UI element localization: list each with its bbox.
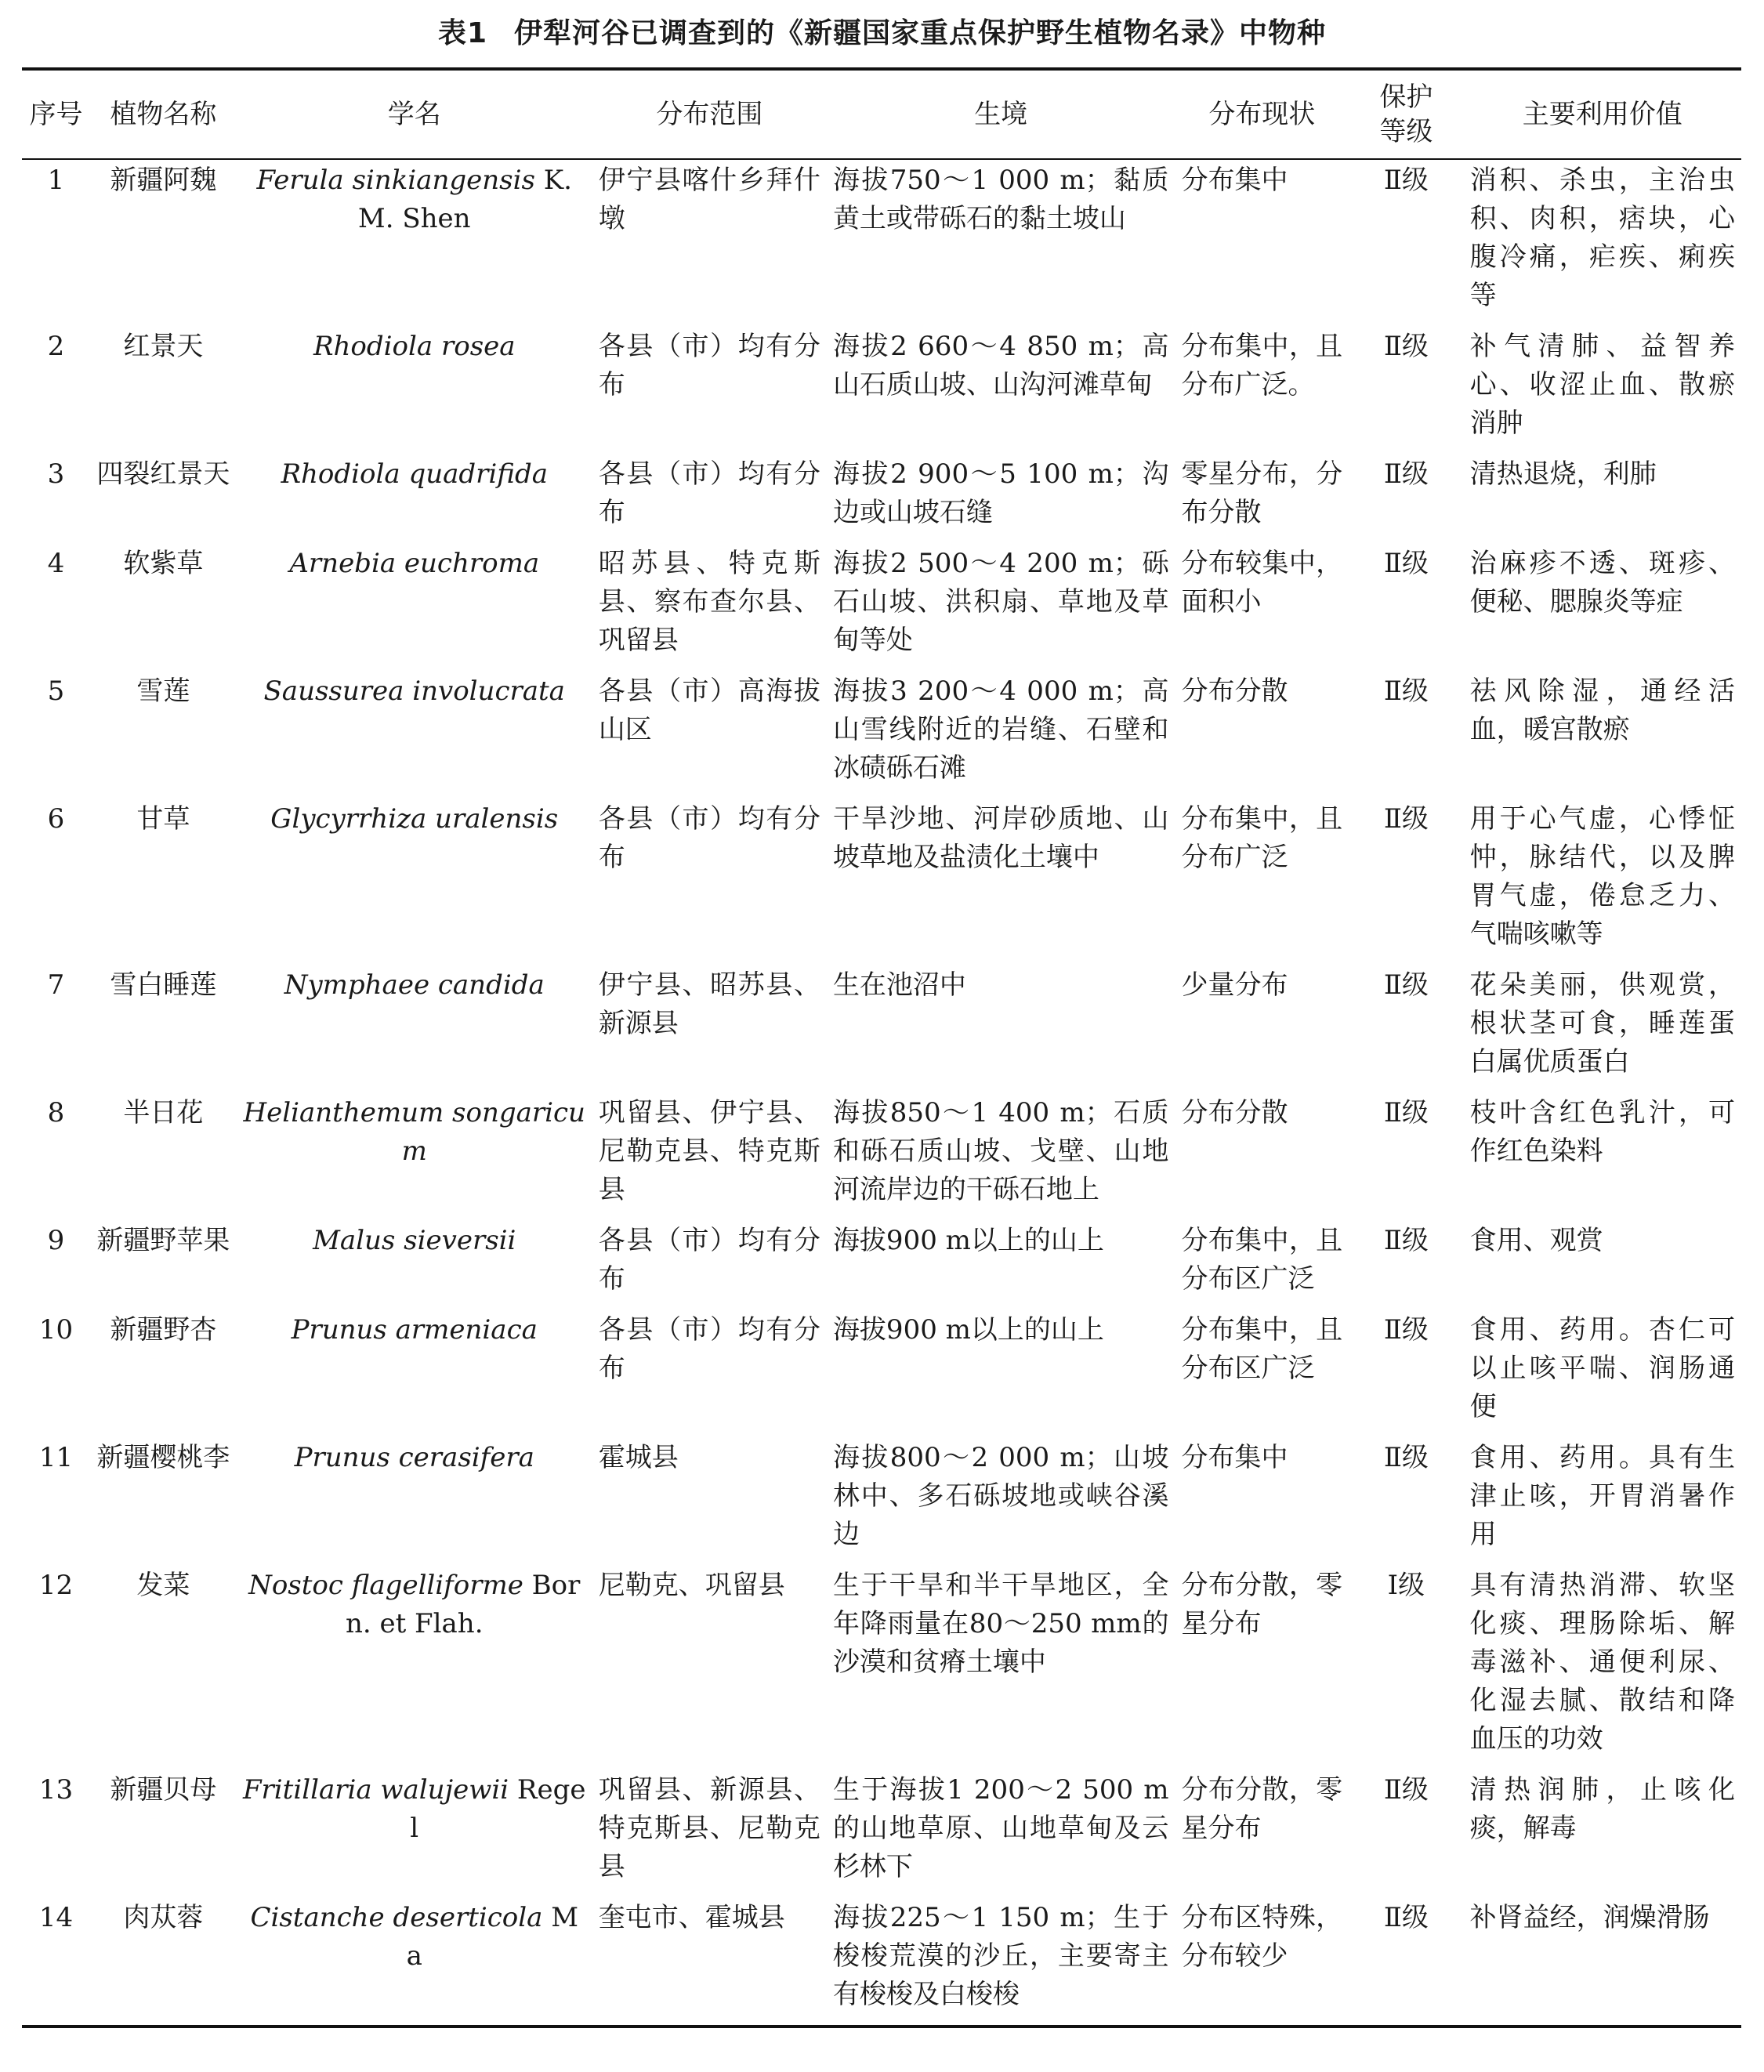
cell-plant-name: 新疆樱桃李 <box>96 1442 230 1473</box>
cell-habitat: 海拔900 m以上的山上 <box>832 1314 1104 1346</box>
header-status: 分布现状 <box>1208 99 1316 130</box>
cell-status: 分布集中，且分布区广泛 <box>1181 1314 1343 1384</box>
cell-protection-level: Ⅱ级 <box>1383 803 1429 835</box>
cell-protection-level: Ⅱ级 <box>1383 1442 1429 1473</box>
cell-range: 伊宁县、昭苏县、新源县 <box>598 969 820 1039</box>
cell-status: 零星分布，分布分散 <box>1181 458 1343 528</box>
cell-scientific-name <box>237 799 592 965</box>
cell-protection-level: Ⅱ级 <box>1383 1314 1429 1346</box>
scientific-name-italic: Arnebia euchroma <box>289 548 540 579</box>
cell-scientific-name <box>237 1437 592 1565</box>
table-row <box>22 1437 1741 1565</box>
cell-protection-level: Ⅱ级 <box>1383 1225 1429 1256</box>
cell-status: 分布集中，且分布区广泛 <box>1181 1225 1343 1295</box>
header-range: 分布范围 <box>656 99 763 130</box>
cell-protection-level: Ⅱ级 <box>1383 1774 1429 1806</box>
cell-use-value: 用于心气虚，心悸怔忡，脉结代，以及脾胃气虚，倦怠乏力、气喘咳嗽等 <box>1469 803 1735 950</box>
species-table <box>22 67 1741 2028</box>
table-caption-text: 伊犁河谷已调查到的《新疆国家重点保护野生植物名录》中物种 <box>514 17 1327 49</box>
cell-range: 各县（市）均有分布 <box>598 1314 820 1384</box>
table-header-row <box>22 69 1741 159</box>
cell-plant-name: 新疆野杏 <box>110 1314 217 1346</box>
header-scientific-name: 学名 <box>387 99 441 130</box>
scientific-name-italic: Fritillaria walujewii <box>242 1774 509 1806</box>
cell-protection-level: Ⅱ级 <box>1383 676 1429 707</box>
cell-status: 分布集中 <box>1181 165 1288 196</box>
cell-no: 9 <box>47 1225 65 1256</box>
scientific-name-italic: Ferula sinkiangensis <box>256 165 535 196</box>
cell-no: 12 <box>38 1570 74 1601</box>
header-protection-level <box>1349 69 1463 159</box>
scientific-name-italic: Helianthemum songaricum <box>243 1097 585 1167</box>
cell-scientific-name <box>237 1565 592 1770</box>
header-name: 植物名称 <box>110 99 217 130</box>
cell-habitat: 海拔900 m以上的山上 <box>832 1225 1104 1256</box>
cell-no: 14 <box>38 1902 74 1933</box>
scientific-name-author: K. M. Shen <box>357 165 572 234</box>
header-use-value: 主要利用价值 <box>1522 99 1683 130</box>
cell-scientific-name <box>237 671 592 799</box>
cell-protection-level: Ⅱ级 <box>1383 1097 1429 1128</box>
cell-plant-name: 半日花 <box>123 1097 204 1128</box>
cell-habitat: 生于海拔1 200～2 500 m的山地草原、山地草甸及云杉林下 <box>832 1774 1169 1882</box>
cell-status: 分布分散，零星分布 <box>1181 1774 1343 1844</box>
cell-protection-level: Ⅱ级 <box>1383 458 1429 490</box>
cell-range: 各县（市）均有分布 <box>598 1225 820 1295</box>
scientific-name-italic: Prunus armeniaca <box>291 1314 538 1346</box>
cell-status: 分布分散，零星分布 <box>1181 1570 1343 1639</box>
cell-use-value: 具有清热消滞、软坚化痰、理肠除垢、解毒滋补、通便利尿、化湿去腻、散结和降血压的功效 <box>1469 1570 1735 1755</box>
cell-range: 尼勒克、巩留县 <box>598 1570 785 1601</box>
table-row <box>22 1770 1741 1897</box>
table-row <box>22 543 1741 671</box>
cell-scientific-name <box>237 1309 592 1437</box>
cell-protection-level: Ⅱ级 <box>1383 969 1429 1001</box>
header-no: 序号 <box>29 99 83 130</box>
cell-status: 分布分散 <box>1181 676 1288 707</box>
scientific-name-author: Regel <box>410 1774 586 1844</box>
scientific-name-italic: Rhodiola rosea <box>313 331 516 362</box>
cell-habitat: 海拔850～1 400 m；石质和砾石质山坡、戈壁、山地河流岸边的干砾石地上 <box>832 1097 1169 1205</box>
cell-no: 4 <box>47 548 65 579</box>
table-row <box>22 1092 1741 1220</box>
scientific-name-italic: Cistanche deserticola <box>250 1902 543 1933</box>
cell-no: 10 <box>38 1314 74 1346</box>
table-row <box>22 1220 1741 1309</box>
cell-range: 奎屯市、霍城县 <box>598 1902 785 1933</box>
table-row <box>22 799 1741 965</box>
cell-status: 分布较集中，面积小 <box>1181 548 1343 618</box>
cell-no: 1 <box>47 165 65 196</box>
cell-use-value: 枝叶含红色乳汁，可作红色染料 <box>1469 1097 1735 1167</box>
table-row <box>22 671 1741 799</box>
cell-range: 巩留县、伊宁县、尼勒克县、特克斯县 <box>598 1097 820 1205</box>
scientific-name-italic: Saussurea involucrata <box>263 676 565 707</box>
cell-no: 3 <box>47 458 65 490</box>
cell-scientific-name <box>237 1220 592 1309</box>
cell-plant-name: 软紫草 <box>123 548 204 579</box>
cell-no: 7 <box>47 969 65 1001</box>
cell-scientific-name <box>237 1092 592 1220</box>
cell-habitat: 干旱沙地、河岸砂质地、山坡草地及盐渍化土壤中 <box>832 803 1169 873</box>
table-row <box>22 1897 1741 2027</box>
cell-use-value: 消积、杀虫，主治虫积、肉积，痞块，心腹冷痛，疟疾、痢疾等 <box>1469 165 1735 311</box>
cell-status: 分布集中 <box>1181 1442 1288 1473</box>
cell-plant-name: 新疆贝母 <box>110 1774 217 1806</box>
cell-no: 13 <box>38 1774 74 1806</box>
table-row <box>22 1565 1741 1770</box>
table-body <box>22 159 1741 2027</box>
cell-use-value: 治麻疹不透、斑疹、便秘、腮腺炎等症 <box>1469 548 1735 618</box>
cell-habitat: 海拔225～1 150 m；生于梭梭荒漠的沙丘，主要寄主有梭梭及白梭梭 <box>832 1902 1169 2010</box>
cell-status: 分布集中，且分布广泛。 <box>1181 331 1343 400</box>
cell-habitat: 海拔800～2 000 m；山坡林中、多石砾坡地或峡谷溪边 <box>832 1442 1169 1550</box>
cell-habitat: 生在池沼中 <box>832 969 966 1001</box>
cell-scientific-name <box>237 454 592 543</box>
cell-habitat: 海拔2 500～4 200 m；砾石山坡、洪积扇、草地及草甸等处 <box>832 548 1169 656</box>
table-row <box>22 159 1741 326</box>
cell-use-value: 花朵美丽，供观赏，根状茎可食，睡莲蛋白属优质蛋白 <box>1469 969 1735 1078</box>
scientific-name-italic: Prunus cerasifera <box>294 1442 534 1473</box>
cell-plant-name: 新疆野苹果 <box>96 1225 230 1256</box>
cell-status: 少量分布 <box>1181 969 1288 1001</box>
cell-plant-name: 甘草 <box>136 803 190 835</box>
cell-scientific-name <box>237 543 592 671</box>
cell-range: 巩留县、新源县、特克斯县、尼勒克县 <box>598 1774 820 1882</box>
cell-range: 昭苏县、特克斯县、察布查尔县、巩留县 <box>598 548 820 656</box>
cell-scientific-name <box>237 965 592 1092</box>
table-row <box>22 1309 1741 1437</box>
cell-plant-name: 雪莲 <box>136 676 190 707</box>
cell-use-value: 补肾益经，润燥滑肠 <box>1469 1902 1710 1933</box>
cell-no: 8 <box>47 1097 65 1128</box>
cell-protection-level: Ⅰ级 <box>1387 1570 1425 1601</box>
cell-protection-level: Ⅱ级 <box>1383 1902 1429 1933</box>
scientific-name-author: Ma <box>406 1902 579 1972</box>
cell-plant-name: 雪白睡莲 <box>110 969 217 1001</box>
scientific-name-italic: Nymphaee candida <box>284 969 545 1001</box>
cell-habitat: 海拔3 200～4 000 m；高山雪线附近的岩缝、石壁和冰碛砾石滩 <box>832 676 1169 784</box>
cell-range: 各县（市）高海拔山区 <box>598 676 820 745</box>
header-level-line1: 保护 <box>1379 82 1433 113</box>
cell-no: 2 <box>47 331 65 362</box>
scientific-name-author: Born. et Flah. <box>345 1570 581 1639</box>
cell-range: 各县（市）均有分布 <box>598 458 820 528</box>
cell-no: 5 <box>47 676 65 707</box>
cell-protection-level: Ⅱ级 <box>1383 548 1429 579</box>
cell-scientific-name <box>237 326 592 454</box>
cell-range: 伊宁县喀什乡拜什墩 <box>598 165 820 234</box>
cell-status: 分布区特殊，分布较少 <box>1181 1902 1343 1972</box>
cell-use-value: 清热润肺，止咳化痰，解毒 <box>1469 1774 1735 1844</box>
header-habitat: 生境 <box>974 99 1028 130</box>
cell-use-value: 清热退烧，利肺 <box>1469 458 1657 490</box>
table-row <box>22 965 1741 1092</box>
cell-use-value: 食用、药用。杏仁可以止咳平喘、润肠通便 <box>1469 1314 1735 1422</box>
cell-habitat: 海拔2 900～5 100 m；沟边或山坡石缝 <box>832 458 1169 528</box>
cell-status: 分布分散 <box>1181 1097 1288 1128</box>
cell-plant-name: 新疆阿魏 <box>110 165 217 196</box>
cell-use-value: 补气清肺、益智养心、收涩止血、散瘀消肿 <box>1469 331 1735 439</box>
cell-use-value: 祛风除湿，通经活血，暖宫散瘀 <box>1469 676 1735 745</box>
cell-range: 各县（市）均有分布 <box>598 803 820 873</box>
scientific-name-italic: Malus sieversii <box>313 1225 516 1256</box>
cell-protection-level: Ⅱ级 <box>1383 331 1429 362</box>
cell-plant-name: 发菜 <box>136 1570 190 1601</box>
table-row <box>22 326 1741 454</box>
scientific-name-italic: Nostoc flagelliforme <box>248 1570 523 1601</box>
scientific-name-italic: Rhodiola quadrifida <box>281 458 549 490</box>
cell-use-value: 食用、药用。具有生津止咳，开胃消暑作用 <box>1469 1442 1735 1550</box>
cell-habitat: 海拔2 660～4 850 m；高山石质山坡、山沟河滩草甸 <box>832 331 1169 400</box>
cell-no: 6 <box>47 803 65 835</box>
cell-status: 分布集中，且分布广泛 <box>1181 803 1343 873</box>
cell-plant-name: 红景天 <box>123 331 204 362</box>
cell-habitat: 生于干旱和半干旱地区，全年降雨量在80～250 mm的沙漠和贫瘠土壤中 <box>832 1570 1169 1678</box>
cell-scientific-name <box>237 1770 592 1897</box>
table-caption-label: 表1 <box>437 17 488 49</box>
cell-no: 11 <box>38 1442 74 1473</box>
cell-habitat: 海拔750～1 000 m；黏质黄土或带砾石的黏土坡山 <box>832 165 1169 234</box>
cell-range: 各县（市）均有分布 <box>598 331 820 400</box>
cell-plant-name: 四裂红景天 <box>96 458 230 490</box>
header-level-line2: 等级 <box>1379 116 1433 147</box>
scientific-name-italic: Glycyrrhiza uralensis <box>270 803 559 835</box>
cell-scientific-name <box>237 1897 592 2027</box>
cell-use-value: 食用、观赏 <box>1469 1225 1603 1256</box>
cell-scientific-name <box>237 159 592 326</box>
table-caption <box>0 11 1764 51</box>
cell-plant-name: 肉苁蓉 <box>123 1902 204 1933</box>
table-row <box>22 454 1741 543</box>
cell-range: 霍城县 <box>598 1442 679 1473</box>
cell-protection-level: Ⅱ级 <box>1383 165 1429 196</box>
